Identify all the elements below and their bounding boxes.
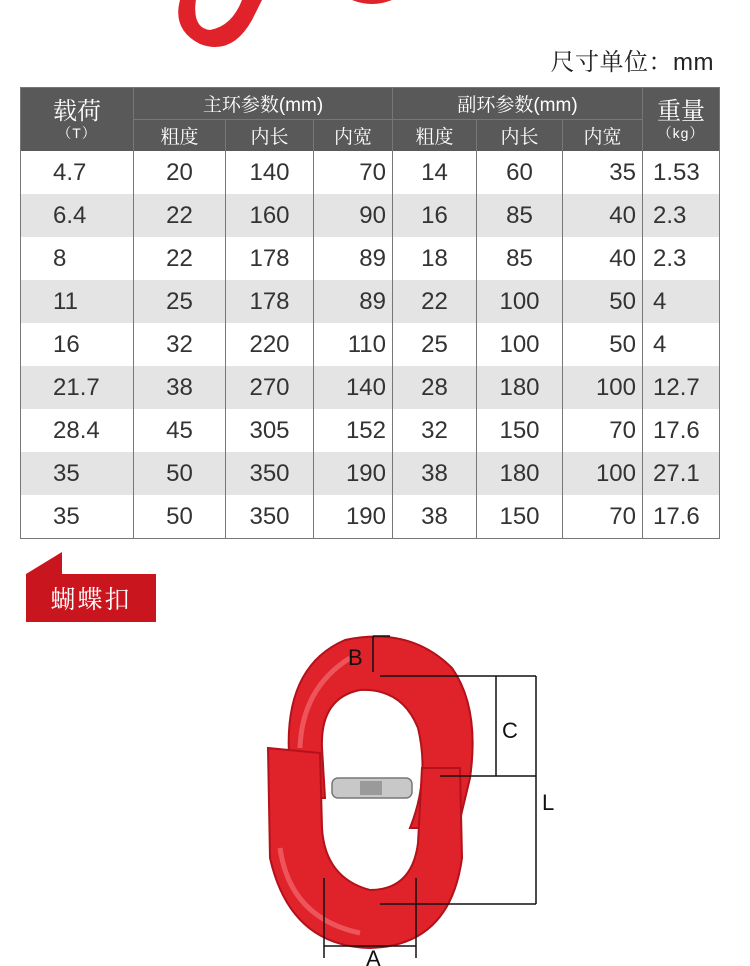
section-tag-flag <box>26 552 62 574</box>
table-row <box>21 280 720 323</box>
table-cell: 12.7 <box>643 366 720 409</box>
table-cell: 305 <box>226 409 314 452</box>
table-cell: 100 <box>477 323 563 366</box>
table-cell: 89 <box>314 237 393 280</box>
table-row <box>21 366 720 409</box>
table-cell: 100 <box>563 366 643 409</box>
table-cell: 100 <box>563 452 643 495</box>
table-cell: 2.3 <box>643 237 720 280</box>
table-cell: 25 <box>393 323 477 366</box>
table-cell: 90 <box>314 194 393 237</box>
table-cell: 17.6 <box>643 409 720 452</box>
weight-header <box>643 88 720 152</box>
table-cell: 70 <box>563 409 643 452</box>
table-cell: 38 <box>393 452 477 495</box>
table-cell: 2.3 <box>643 194 720 237</box>
section-label: 蝴蝶扣 <box>26 574 156 622</box>
table-cell: 60 <box>477 151 563 194</box>
table-cell: 18 <box>393 237 477 280</box>
table-cell: 350 <box>226 452 314 495</box>
table-cell: 35 <box>21 452 134 495</box>
table-cell: 28.4 <box>21 409 134 452</box>
table-cell: 28 <box>393 366 477 409</box>
table-cell: 190 <box>314 495 393 539</box>
table-cell: 4.7 <box>21 151 134 194</box>
table-row <box>21 409 720 452</box>
table-cell: 180 <box>477 366 563 409</box>
dim-label-c: C <box>502 718 518 743</box>
table-cell: 21.7 <box>21 366 134 409</box>
table-cell: 220 <box>226 323 314 366</box>
table-cell: 4 <box>643 323 720 366</box>
table-cell: 270 <box>226 366 314 409</box>
table-cell: 22 <box>134 194 226 237</box>
dim-label-l: L <box>542 790 555 815</box>
table-cell: 32 <box>393 409 477 452</box>
sub-header-thickness: 粗度 <box>393 120 477 152</box>
table-row <box>21 194 720 237</box>
table-cell: 38 <box>393 495 477 539</box>
table-cell: 140 <box>226 151 314 194</box>
table-cell: 35 <box>563 151 643 194</box>
table-cell: 27.1 <box>643 452 720 495</box>
weight-header-title: 重量 <box>657 97 705 125</box>
table-cell: 100 <box>477 280 563 323</box>
table-cell: 89 <box>314 280 393 323</box>
table-cell: 150 <box>477 495 563 539</box>
table-cell: 6.4 <box>21 194 134 237</box>
weight-header-unit: （kg） <box>657 124 705 141</box>
table-cell: 50 <box>134 452 226 495</box>
table-cell: 11 <box>21 280 134 323</box>
spec-table-body <box>21 151 720 539</box>
table-cell: 17.6 <box>643 495 720 539</box>
table-cell: 22 <box>134 237 226 280</box>
table-row <box>21 452 720 495</box>
dim-label-a: A <box>366 946 381 966</box>
table-cell: 50 <box>563 280 643 323</box>
sub-header-inner-width: 内宽 <box>314 120 393 152</box>
table-cell: 152 <box>314 409 393 452</box>
load-header-title: 载荷 <box>53 97 101 125</box>
table-cell: 16 <box>21 323 134 366</box>
table-cell: 178 <box>226 280 314 323</box>
table-cell: 140 <box>314 366 393 409</box>
table-row <box>21 323 720 366</box>
load-header <box>21 88 134 152</box>
spec-table <box>20 87 720 539</box>
table-cell: 22 <box>393 280 477 323</box>
table-cell: 32 <box>134 323 226 366</box>
table-row <box>21 237 720 280</box>
table-cell: 70 <box>314 151 393 194</box>
table-cell: 1.53 <box>643 151 720 194</box>
main-ring-header: 主环参数(mm) <box>134 88 393 120</box>
table-cell: 50 <box>563 323 643 366</box>
sub-header-thickness: 粗度 <box>134 120 226 152</box>
table-cell: 160 <box>226 194 314 237</box>
table-cell: 40 <box>563 237 643 280</box>
table-row <box>21 495 720 539</box>
load-header-unit: （T） <box>57 124 97 141</box>
table-cell: 85 <box>477 237 563 280</box>
sub-header-inner-width: 内宽 <box>563 120 643 152</box>
table-cell: 20 <box>134 151 226 194</box>
table-cell: 25 <box>134 280 226 323</box>
unit-note: 尺寸单位：mm <box>550 49 714 76</box>
table-cell: 190 <box>314 452 393 495</box>
table-cell: 110 <box>314 323 393 366</box>
table-cell: 150 <box>477 409 563 452</box>
table-cell: 70 <box>563 495 643 539</box>
table-cell: 38 <box>134 366 226 409</box>
sub-header-inner-length: 内长 <box>477 120 563 152</box>
table-cell: 8 <box>21 237 134 280</box>
table-cell: 35 <box>21 495 134 539</box>
table-cell: 14 <box>393 151 477 194</box>
table-cell: 85 <box>477 194 563 237</box>
dim-label-b: B <box>348 645 363 670</box>
table-cell: 4 <box>643 280 720 323</box>
table-row <box>21 151 720 194</box>
table-cell: 350 <box>226 495 314 539</box>
sub-ring-header: 副环参数(mm) <box>393 88 643 120</box>
table-cell: 178 <box>226 237 314 280</box>
butterfly-link-diagram <box>230 628 570 966</box>
table-cell: 40 <box>563 194 643 237</box>
sub-header-inner-length: 内长 <box>226 120 314 152</box>
table-cell: 16 <box>393 194 477 237</box>
table-cell: 50 <box>134 495 226 539</box>
table-cell: 45 <box>134 409 226 452</box>
table-cell: 180 <box>477 452 563 495</box>
